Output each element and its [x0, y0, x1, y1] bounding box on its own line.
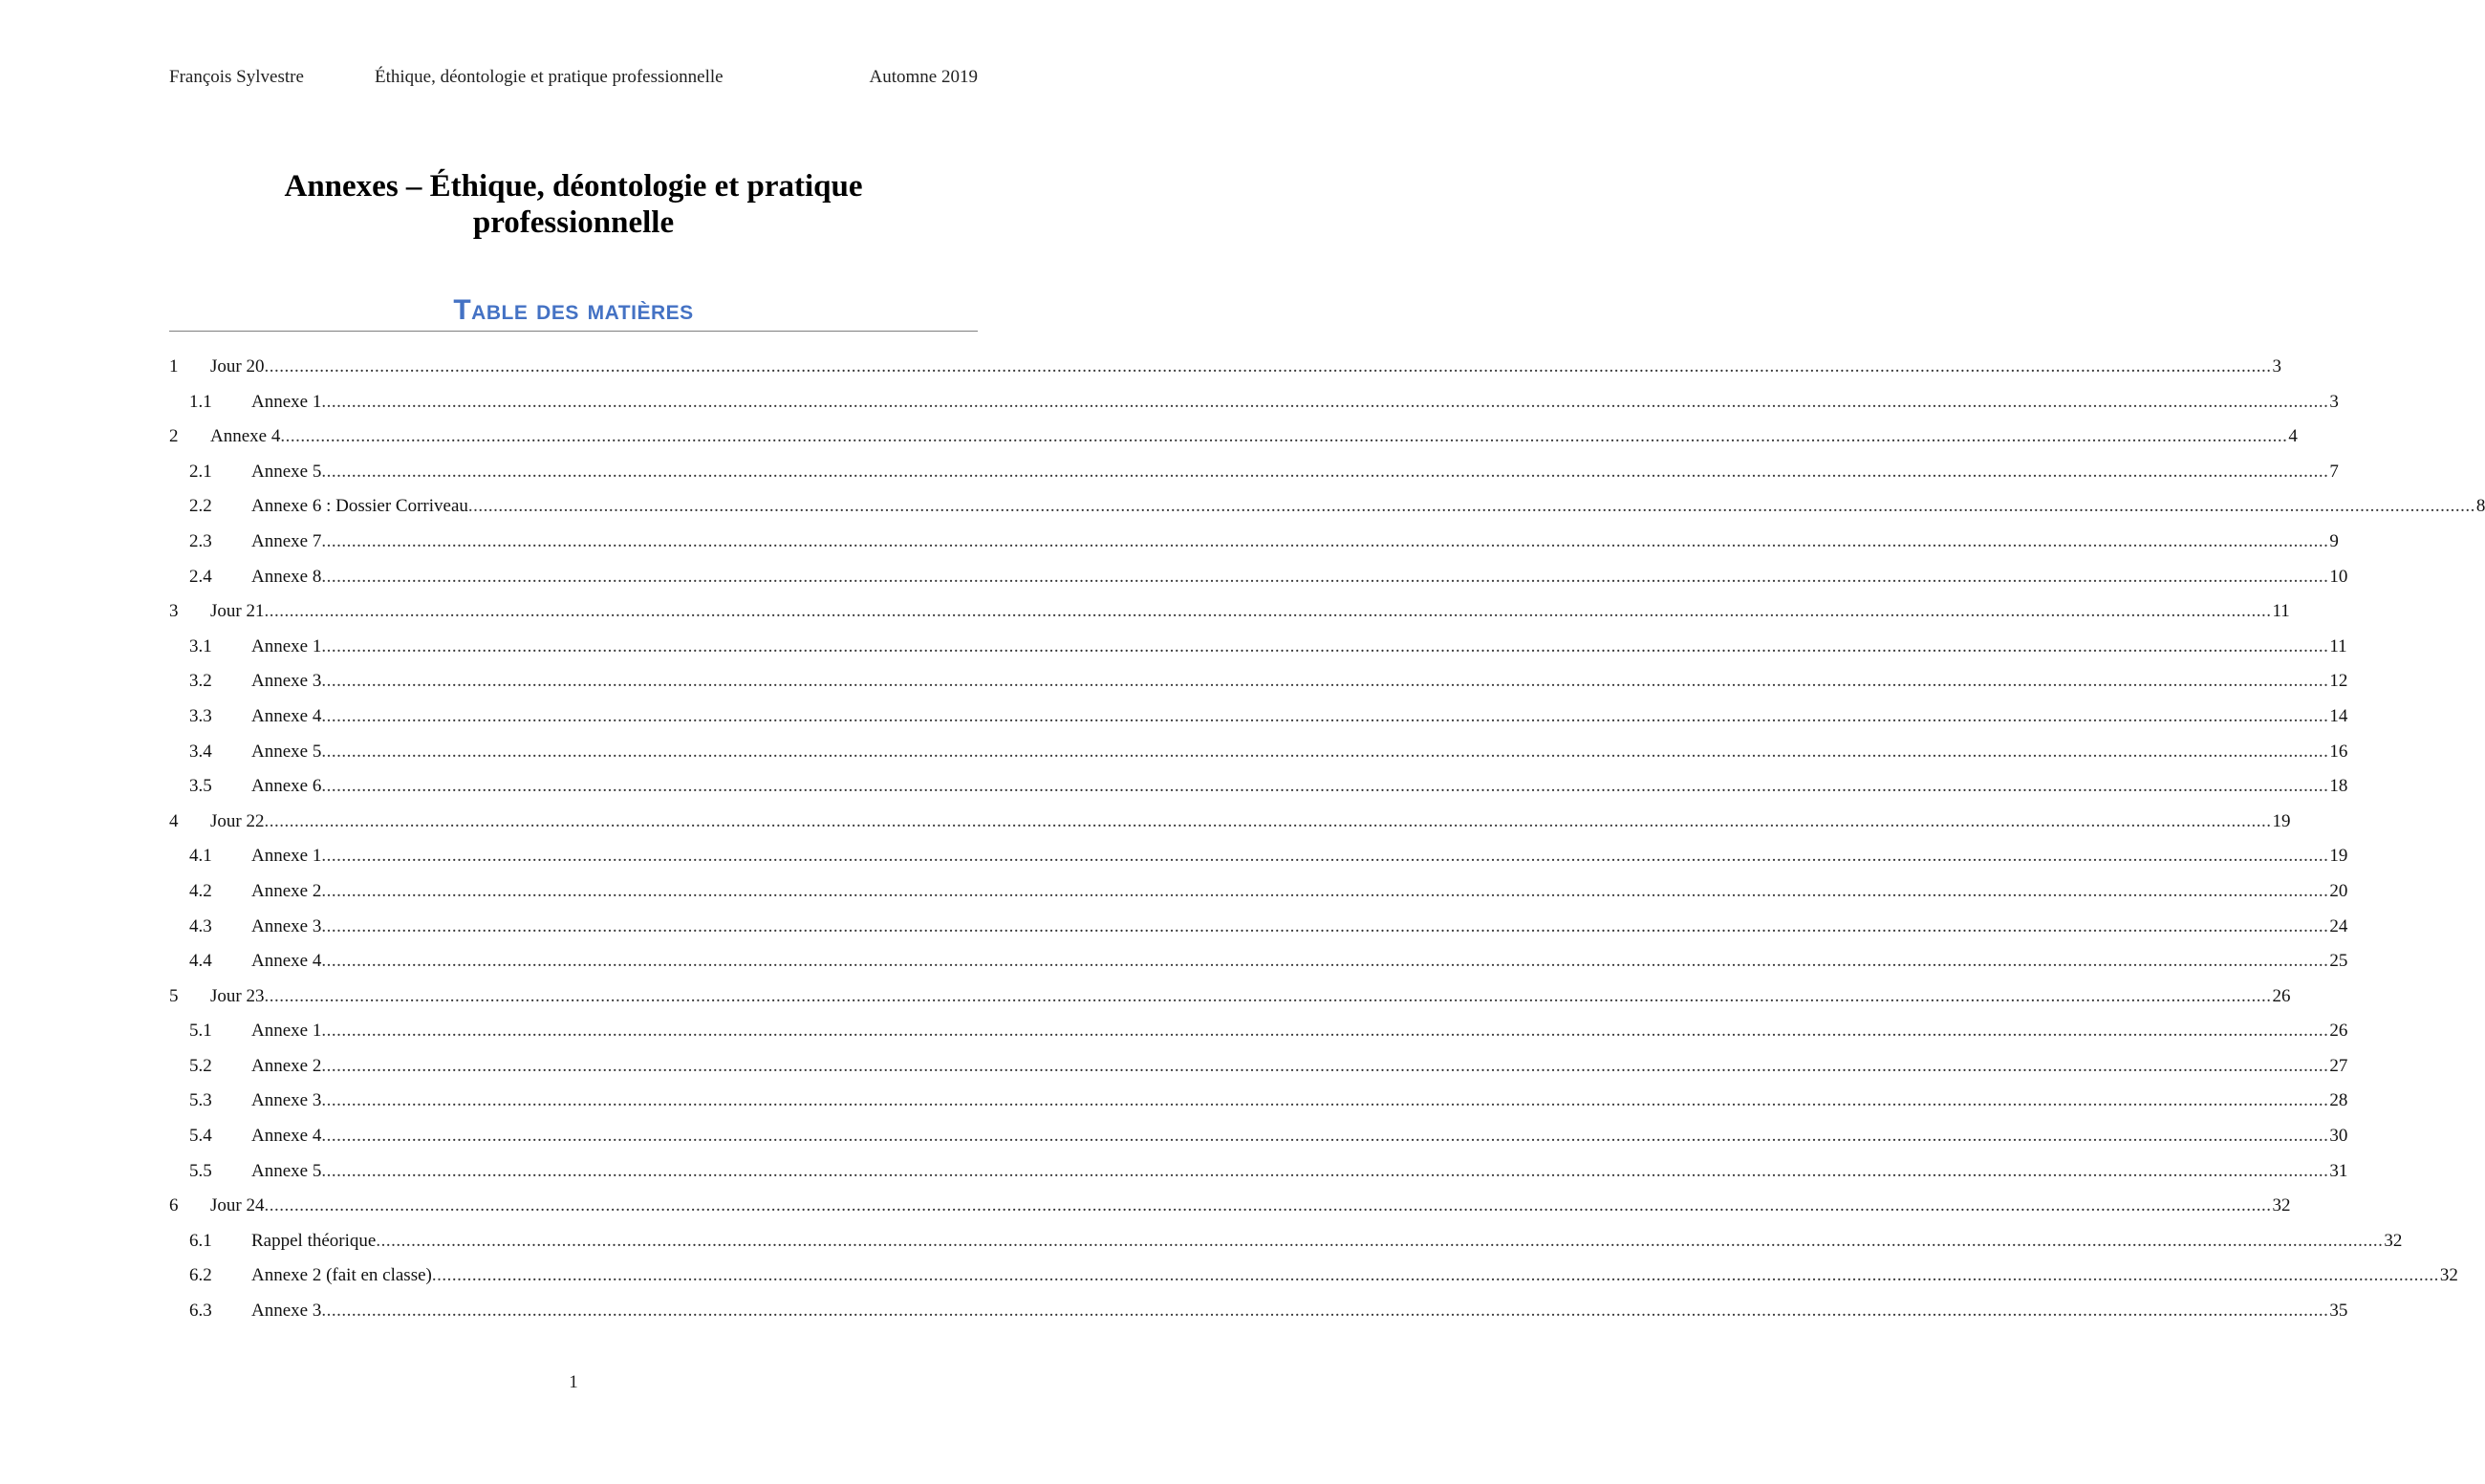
- toc-subsection-link[interactable]: [169, 769, 2348, 805]
- toc-entry-number: 4.4: [189, 951, 212, 972]
- toc-entry-page-number: 25: [2329, 951, 2348, 972]
- toc-entry-number: 6: [169, 1195, 179, 1216]
- toc-dot-leader: ................................................................................................................................................................................................................................................................................................................................................................................................................: [264, 1195, 2272, 1216]
- toc-subsection-link[interactable]: [169, 560, 2348, 595]
- toc-subsection-link[interactable]: [169, 1084, 2348, 1119]
- toc-dot-leader: ................................................................................................................................................................................................................................................................................................................................................................................................................: [431, 1265, 2439, 1286]
- toc-entry-page-number: 9: [2329, 530, 2339, 551]
- toc-subsection-link[interactable]: [169, 1119, 2348, 1154]
- toc-section-link[interactable]: [169, 594, 2290, 630]
- header-course-title: Éthique, déontologie et pratique professionnelle: [375, 67, 724, 87]
- toc-entry-number: 2.4: [189, 566, 212, 587]
- toc-entry-number: 3.3: [189, 705, 212, 726]
- toc-entry-row: [251, 1014, 2348, 1049]
- toc-dot-leader: ................................................................................................................................................................................................................................................................................................................................................................................................................: [321, 880, 2329, 901]
- toc-dot-leader: ................................................................................................................................................................................................................................................................................................................................................................................................................: [264, 985, 2272, 1006]
- toc-entry-label: Jour 23: [210, 985, 265, 1006]
- toc-entry-page-number: 18: [2329, 776, 2348, 797]
- toc-entry-page-number: 7: [2329, 461, 2339, 482]
- toc-entry-label: Annexe 1: [251, 1021, 322, 1042]
- toc-entry-label: Annexe 2: [251, 1055, 322, 1076]
- toc-subsection-link[interactable]: [169, 839, 2348, 874]
- toc-entry-row: [251, 489, 2485, 525]
- toc-entry-row: [210, 350, 2281, 385]
- toc-entry-row: [251, 944, 2348, 979]
- toc-entry-row: [251, 525, 2339, 560]
- toc-entry-label: Rappel théorique: [251, 1230, 377, 1251]
- page-footer-number: 1: [569, 1372, 578, 1392]
- toc-entry-label: Annexe 5: [251, 1160, 322, 1181]
- toc-entry-label: Jour 21: [210, 601, 265, 622]
- toc-entry-label: Annexe 2: [251, 880, 322, 901]
- toc-entry-label: Annexe 3: [251, 915, 322, 936]
- toc-entry-row: [210, 419, 2298, 455]
- toc-entry-number: 5: [169, 985, 179, 1006]
- toc-entry-label: Annexe 7: [251, 530, 322, 551]
- toc-heading: Table des matières: [453, 294, 694, 326]
- toc-entry-row: [251, 1154, 2348, 1190]
- toc-dot-leader: ................................................................................................................................................................................................................................................................................................................................................................................................................: [321, 741, 2329, 762]
- toc-entry-row: [251, 664, 2348, 699]
- toc-entry-page-number: 20: [2329, 880, 2348, 901]
- toc-dot-leader: ................................................................................................................................................................................................................................................................................................................................................................................................................: [280, 426, 2288, 447]
- toc-entry-number: 5.4: [189, 1126, 212, 1147]
- toc-dot-leader: ................................................................................................................................................................................................................................................................................................................................................................................................................: [264, 810, 2272, 831]
- document-title-line-1: Annexes – Éthique, déontologie et pratique: [284, 169, 863, 204]
- toc-entry-label: Annexe 3: [251, 671, 322, 692]
- toc-entry-label: Annexe 1: [251, 635, 322, 656]
- toc-dot-leader: ................................................................................................................................................................................................................................................................................................................................................................................................................: [321, 846, 2329, 867]
- toc-entry-page-number: 16: [2329, 741, 2348, 762]
- toc-dot-leader: ................................................................................................................................................................................................................................................................................................................................................................................................................: [321, 461, 2329, 482]
- toc-entry-row: [251, 1258, 2458, 1294]
- toc-entry-row: [251, 1224, 2403, 1259]
- toc-entry-row: [210, 594, 2290, 630]
- page-header: [169, 67, 978, 92]
- toc-dot-leader: ................................................................................................................................................................................................................................................................................................................................................................................................................: [321, 705, 2329, 726]
- toc-entry-number: 2.2: [189, 496, 212, 517]
- toc-entry-number: 5.2: [189, 1055, 212, 1076]
- toc-entry-row: [251, 1119, 2348, 1154]
- toc-entry-page-number: 8: [2475, 496, 2485, 517]
- toc-entry-number: 1: [169, 356, 179, 376]
- toc-entry-number: 3.1: [189, 635, 212, 656]
- toc-entry-page-number: 11: [2329, 635, 2347, 656]
- toc-entry-label: Annexe 4: [251, 705, 322, 726]
- toc-entry-label: Annexe 5: [251, 461, 322, 482]
- toc-subsection-link[interactable]: [169, 910, 2348, 945]
- toc-entry-page-number: 30: [2329, 1126, 2348, 1147]
- toc-entry-page-number: 32: [2272, 1195, 2291, 1216]
- toc-dot-leader: ................................................................................................................................................................................................................................................................................................................................................................................................................: [321, 951, 2329, 972]
- toc-subsection-link[interactable]: [169, 455, 2339, 490]
- toc-entry-page-number: 11: [2272, 601, 2290, 622]
- toc-section-link[interactable]: [169, 805, 2291, 840]
- toc-entry-row: [251, 630, 2347, 665]
- toc-subsection-link[interactable]: [169, 1224, 2403, 1259]
- toc-entry-label: Jour 20: [210, 356, 265, 376]
- toc-entry-row: [210, 805, 2291, 840]
- toc-subsection-link[interactable]: [169, 489, 2485, 525]
- toc-entry-number: 2.1: [189, 461, 212, 482]
- toc-subsection-link[interactable]: [169, 1154, 2348, 1190]
- toc-entry-page-number: 26: [2329, 1021, 2348, 1042]
- toc-dot-leader: ................................................................................................................................................................................................................................................................................................................................................................................................................: [376, 1230, 2384, 1251]
- toc-entry-number: 4: [169, 810, 179, 831]
- toc-entry-page-number: 19: [2272, 810, 2291, 831]
- toc-entry-page-number: 35: [2329, 1301, 2348, 1322]
- toc-subsection-link[interactable]: [169, 1258, 2458, 1294]
- toc-entry-page-number: 27: [2329, 1055, 2348, 1076]
- toc-dot-leader: ................................................................................................................................................................................................................................................................................................................................................................................................................: [321, 1301, 2329, 1322]
- toc-subsection-link[interactable]: [169, 735, 2348, 770]
- toc-dot-leader: ................................................................................................................................................................................................................................................................................................................................................................................................................: [321, 635, 2329, 656]
- toc-entry-number: 1.1: [189, 391, 212, 412]
- toc-subsection-link[interactable]: [169, 1014, 2348, 1049]
- toc-entry-number: 6.1: [189, 1230, 212, 1251]
- toc-entry-row: [251, 1049, 2348, 1085]
- toc-entry-number: 5.5: [189, 1160, 212, 1181]
- toc-entry-label: Annexe 4: [251, 1126, 322, 1147]
- toc-entry-label: Jour 22: [210, 810, 265, 831]
- toc-entry-label: Annexe 6: [251, 776, 322, 797]
- toc-dot-leader: ................................................................................................................................................................................................................................................................................................................................................................................................................: [264, 356, 2272, 376]
- toc-entry-page-number: 14: [2329, 705, 2348, 726]
- toc-entry-number: 3.5: [189, 776, 212, 797]
- toc-entry-page-number: 32: [2439, 1265, 2458, 1286]
- table-of-contents: [169, 350, 2485, 1329]
- toc-entry-page-number: 4: [2288, 426, 2298, 447]
- toc-dot-leader: ................................................................................................................................................................................................................................................................................................................................................................................................................: [321, 776, 2329, 797]
- toc-subsection-link[interactable]: [169, 1049, 2348, 1085]
- toc-dot-leader: ................................................................................................................................................................................................................................................................................................................................................................................................................: [321, 671, 2329, 692]
- toc-entry-number: 6.3: [189, 1301, 212, 1322]
- toc-subsection-link[interactable]: [169, 525, 2339, 560]
- toc-entry-label: Annexe 4: [210, 426, 281, 447]
- toc-dot-leader: ................................................................................................................................................................................................................................................................................................................................................................................................................: [321, 1160, 2329, 1181]
- toc-entry-number: 4.1: [189, 846, 212, 867]
- toc-entry-number: 4.3: [189, 915, 212, 936]
- toc-entry-row: [251, 839, 2348, 874]
- toc-entry-number: 6.2: [189, 1265, 212, 1286]
- toc-entry-row: [251, 699, 2348, 735]
- header-term: Automne 2019: [869, 67, 978, 87]
- toc-section-link[interactable]: [169, 350, 2281, 385]
- toc-entry-label: Annexe 8: [251, 566, 322, 587]
- toc-entry-label: Annexe 4: [251, 951, 322, 972]
- toc-dot-leader: ................................................................................................................................................................................................................................................................................................................................................................................................................: [321, 1090, 2329, 1111]
- toc-entry-label: Annexe 3: [251, 1301, 322, 1322]
- toc-entry-row: [251, 385, 2339, 420]
- toc-entry-row: [251, 560, 2348, 595]
- toc-entry-number: 2: [169, 426, 179, 447]
- toc-entry-row: [251, 735, 2348, 770]
- toc-dot-leader: ................................................................................................................................................................................................................................................................................................................................................................................................................: [467, 496, 2475, 517]
- toc-dot-leader: ................................................................................................................................................................................................................................................................................................................................................................................................................: [321, 915, 2329, 936]
- toc-entry-page-number: 19: [2329, 846, 2348, 867]
- toc-entry-page-number: 32: [2384, 1230, 2403, 1251]
- toc-entry-number: 5.1: [189, 1021, 212, 1042]
- toc-dot-leader: ................................................................................................................................................................................................................................................................................................................................................................................................................: [321, 566, 2329, 587]
- toc-dot-leader: ................................................................................................................................................................................................................................................................................................................................................................................................................: [264, 601, 2272, 622]
- toc-entry-page-number: 12: [2329, 671, 2348, 692]
- toc-entry-number: 4.2: [189, 880, 212, 901]
- toc-entry-number: 3.4: [189, 741, 212, 762]
- toc-entry-number: 3.2: [189, 671, 212, 692]
- toc-entry-row: [251, 455, 2339, 490]
- toc-section-link[interactable]: [169, 1189, 2291, 1224]
- toc-entry-row: [251, 1084, 2348, 1119]
- toc-entry-page-number: 31: [2329, 1160, 2348, 1181]
- toc-entry-label: Annexe 2 (fait en classe): [251, 1265, 432, 1286]
- toc-dot-leader: ................................................................................................................................................................................................................................................................................................................................................................................................................: [321, 1126, 2329, 1147]
- toc-subsection-link[interactable]: [169, 664, 2348, 699]
- toc-subsection-link[interactable]: [169, 874, 2348, 910]
- toc-dot-leader: ................................................................................................................................................................................................................................................................................................................................................................................................................: [321, 1021, 2329, 1042]
- toc-entry-page-number: 26: [2272, 985, 2291, 1006]
- toc-subsection-link[interactable]: [169, 385, 2339, 420]
- header-author: François Sylvestre: [169, 67, 304, 87]
- toc-entry-label: Annexe 5: [251, 741, 322, 762]
- toc-subsection-link[interactable]: [169, 944, 2348, 979]
- toc-entry-row: [251, 910, 2348, 945]
- toc-entry-label: Annexe 3: [251, 1090, 322, 1111]
- toc-dot-leader: ................................................................................................................................................................................................................................................................................................................................................................................................................: [321, 391, 2329, 412]
- toc-section-link[interactable]: [169, 419, 2298, 455]
- toc-entry-page-number: 3: [2272, 356, 2281, 376]
- document-title: [169, 168, 978, 241]
- toc-entry-page-number: 10: [2329, 566, 2348, 587]
- document-title-line-2: professionnelle: [472, 205, 675, 240]
- toc-entry-page-number: 28: [2329, 1090, 2348, 1111]
- toc-subsection-link[interactable]: [169, 699, 2348, 735]
- toc-entry-label: Jour 24: [210, 1195, 265, 1216]
- toc-entry-number: 5.3: [189, 1090, 212, 1111]
- toc-entry-label: Annexe 6 : Dossier Corriveau: [251, 496, 468, 517]
- toc-subsection-link[interactable]: [169, 630, 2347, 665]
- toc-entry-row: [251, 769, 2348, 805]
- toc-entry-page-number: 24: [2329, 915, 2348, 936]
- toc-entry-page-number: 3: [2329, 391, 2339, 412]
- toc-entry-label: Annexe 1: [251, 846, 322, 867]
- toc-section-link[interactable]: [169, 979, 2291, 1015]
- toc-subsection-link[interactable]: [169, 1294, 2348, 1329]
- toc-heading-rule: [169, 331, 978, 332]
- toc-entry-row: [251, 1294, 2348, 1329]
- toc-entry-number: 3: [169, 601, 179, 622]
- toc-entry-label: Annexe 1: [251, 391, 322, 412]
- toc-entry-number: 2.3: [189, 530, 212, 551]
- toc-entry-row: [210, 979, 2291, 1015]
- toc-entry-row: [210, 1189, 2291, 1224]
- toc-entry-row: [251, 874, 2348, 910]
- toc-dot-leader: ................................................................................................................................................................................................................................................................................................................................................................................................................: [321, 1055, 2329, 1076]
- toc-dot-leader: ................................................................................................................................................................................................................................................................................................................................................................................................................: [321, 530, 2329, 551]
